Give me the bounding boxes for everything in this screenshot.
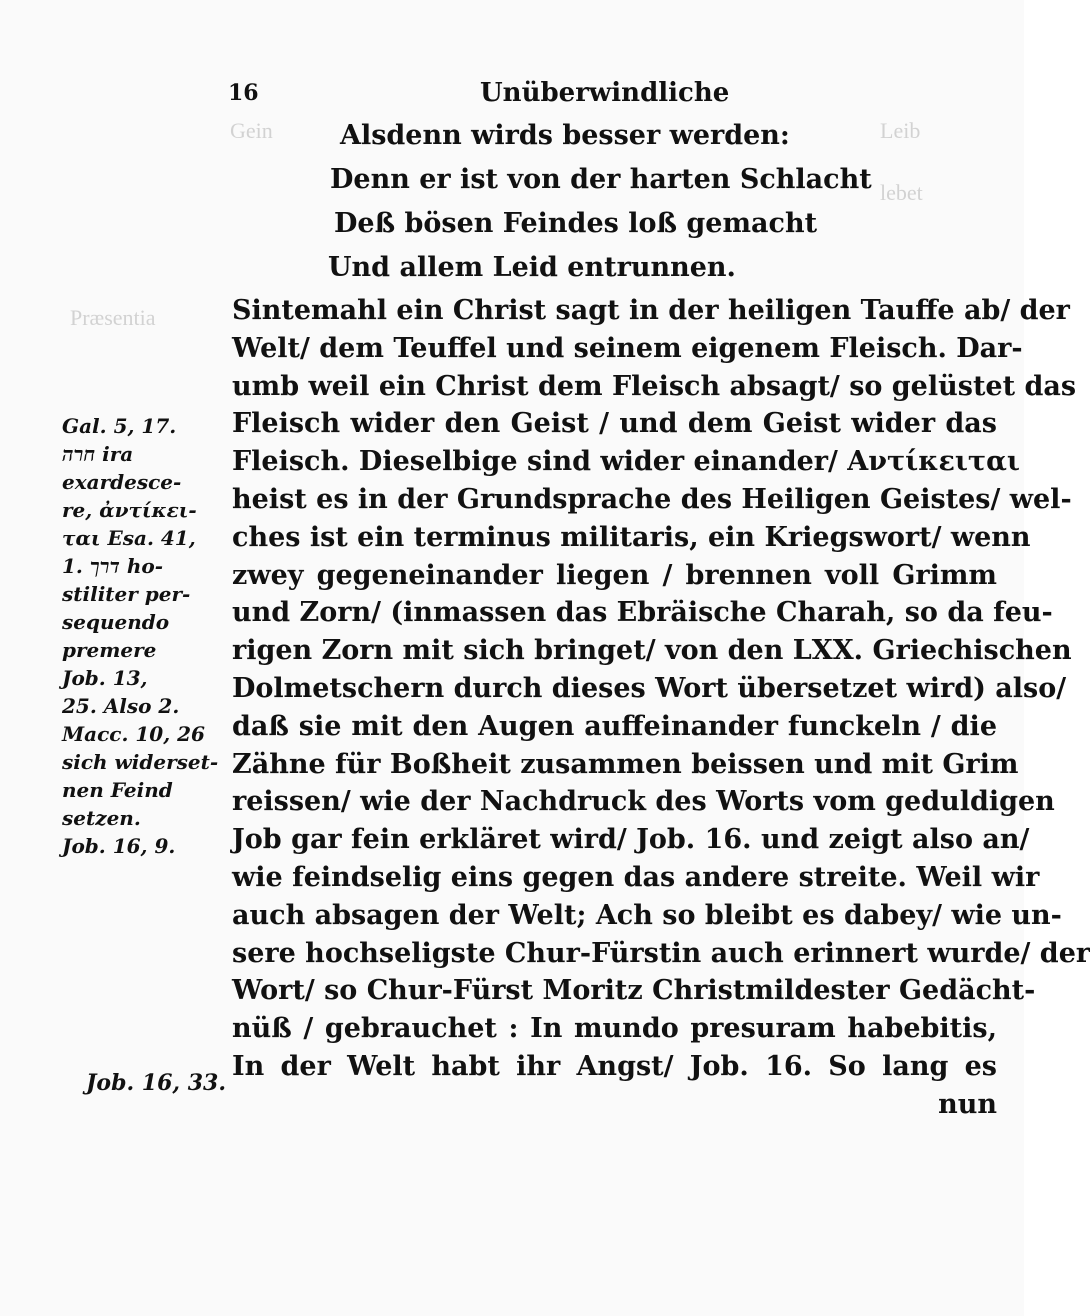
text-line: Welt/ dem Teuffel und seinem eigenem Fleisch. Dar- <box>232 332 1023 364</box>
margin-note-line: Gal. 5, 17. <box>62 414 177 438</box>
margin-note-line: premere <box>62 638 157 662</box>
text-line: zwey gegeneinander liegen / brennen voll Grimm <box>232 559 997 591</box>
bleed-through: Leib <box>880 118 921 143</box>
text-line: ches ist ein terminus militaris, ein Kriegswort/ wenn <box>232 521 1031 553</box>
margin-note-line: ται Esa. 41, <box>62 526 196 550</box>
text-line: Fleisch. Dieselbige sind wider einander/ Αντίκειται <box>232 446 1020 478</box>
text-line: Wort/ so Chur-Fürst Moritz Christmildester Gedächt- <box>232 975 1036 1007</box>
text-line: nüß / gebrauchet : In mundo presuram habebitis, <box>232 1013 997 1045</box>
text-line: Fleisch wider den Geist / und dem Geist wider das <box>232 408 997 440</box>
verse-line: Alsdenn wirds besser werden: <box>340 120 790 151</box>
text-line: rigen Zorn mit sich bringet/ von den LXX. Griechischen <box>232 635 1072 667</box>
text-line: umb weil ein Christ dem Fleisch absagt/ so gelüstet das <box>232 370 1077 402</box>
text-line: daß sie mit den Augen auffeinander funckeln / die <box>232 710 997 742</box>
verse-line: Deß bösen Feindes loß gemacht <box>334 208 818 239</box>
margin-note-line: setzen. <box>62 806 141 830</box>
margin-note-line: Job. 13, <box>62 666 148 690</box>
margin-note-line: re, ἀντίκει- <box>62 498 197 522</box>
text-line: und Zorn/ (inmassen das Ebräische Charah, so da feu- <box>232 597 1053 629</box>
text-line: Zähne für Boßheit zusammen beissen und mit Grim <box>232 748 1019 780</box>
margin-note-line: sequendo <box>62 610 170 634</box>
margin-note-line: stiliter per- <box>62 582 191 606</box>
bleed-through: Gein <box>230 118 273 143</box>
margin-reference: Job. 16, 33. <box>86 1070 226 1096</box>
text-line: In der Welt habt ihr Angst/ Job. 16. So lang es <box>232 1050 997 1082</box>
margin-notes <box>62 412 222 860</box>
text-line: heist es in der Grundsprache des Heiligen Geistes/ wel- <box>232 483 1072 515</box>
body-text <box>232 292 1090 1124</box>
verse-block <box>320 114 980 290</box>
verse-line: Denn er ist von der harten Schlacht <box>330 164 872 195</box>
margin-note-line: Macc. 10, 26 <box>62 722 205 746</box>
text-line: sere hochseligste Chur-Fürstin auch erinnert wurde/ der <box>232 937 1090 969</box>
bleed-through: Præsentia <box>70 305 156 330</box>
text-line: auch absagen der Welt; Ach so bleibt es dabey/ wie un- <box>232 899 1062 931</box>
margin-note-line: sich widerset- <box>62 750 219 774</box>
text-line: Dolmetschern durch dieses Wort übersetzet wird) also/ <box>232 672 1067 704</box>
margin-note-line: 1. דרך ho- <box>62 554 164 578</box>
margin-note-line: exardesce- <box>62 470 182 494</box>
text-line: Sintemahl ein Christ sagt in der heiligen Tauffe ab/ der <box>232 295 1070 326</box>
margin-note-line: 25. Also 2. <box>62 694 180 718</box>
text-line: Job gar fein erkläret wird/ Job. 16. und zeigt also an/ <box>232 824 1030 856</box>
text-line: reissen/ wie der Nachdruck des Worts vom geduldigen <box>232 786 1055 818</box>
margin-note-line: nen Feind <box>62 778 173 802</box>
running-head: Unüberwindliche <box>480 78 730 108</box>
text-line: wie feindselig eins gegen das andere streite. Weil wir <box>232 861 1040 893</box>
bleed-through: lebet <box>880 180 923 205</box>
page-number: 16 <box>228 80 259 106</box>
margin-note-line: Job. 16, 9. <box>62 834 176 858</box>
catchword: nun <box>938 1088 997 1120</box>
margin-note-line: חרה ira <box>62 442 134 466</box>
verse-line: Und allem Leid entrunnen. <box>328 252 736 283</box>
